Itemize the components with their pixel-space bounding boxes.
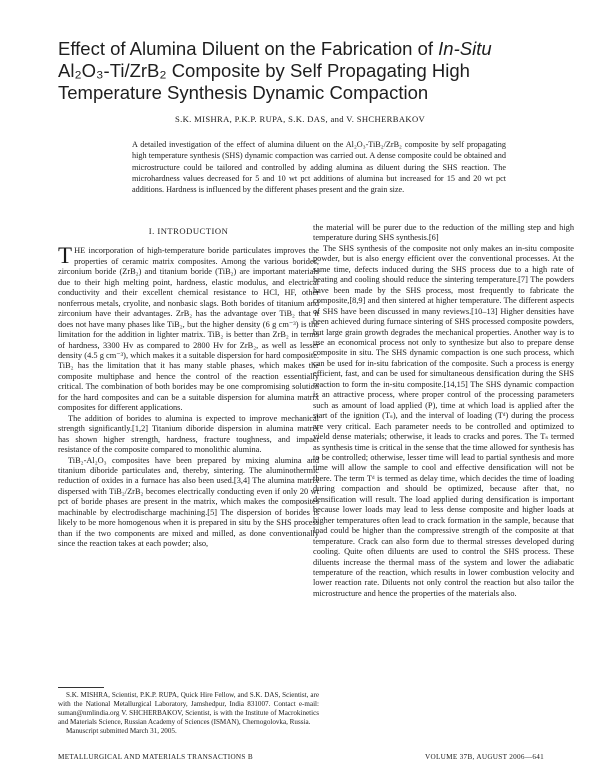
abstract: A detailed investigation of the effect of alumina diluent on the Al₂O₃-TiB₂/ZrB₂ composite by self propagating high temperature synthesis (SHS) dynamic compaction was carried out. A dense composite could be obtained and microstructure could be tailored and controlled by adding alumina as diluent during the SHS reaction. The microhardness values decreased for 5 and 10 wt pct additions of alumina but increased for 15 and 20 wt pct additions. Hardness is influenced by the different phases present and the grain size.	[132, 140, 506, 195]
title-line-1: Effect of Alumina Diluent on the Fabrication of	[58, 38, 439, 59]
title-line-2: Al₂O₃-Ti/ZrB₂ Composite by Self Propagating High	[58, 60, 470, 81]
title-line-3: Temperature Synthesis Dynamic Compaction	[58, 82, 429, 103]
manuscript-date: Manuscript submitted March 31, 2005.	[66, 727, 177, 735]
footnote-divider	[58, 687, 104, 688]
drop-cap: T	[58, 243, 73, 269]
intro-paragraph-1	[58, 243, 319, 413]
section-heading: I. INTRODUCTION	[148, 226, 229, 236]
volume-page-footer: VOLUME 37B, AUGUST 2006—641	[425, 753, 544, 761]
intro-paragraph-2: The addition of borides to alumina is expected to improve mechanical strength significantly.[1,2] Titanium diboride dispersion in alumina matrix has shown higher strength, hardness, fracture toughness, and impact resistance of the composite compared to monolithic alumina.	[58, 413, 319, 455]
intro-paragraph-1-text: HE incorporation of high-temperature boride particulates improves the properties of ceramic matrix composites. Among the various borides, zirconium boride (ZrB₂) and titanium boride (TiB₂) are important materials due to their high melting point, hardness, elastic modulus, and electrical conductivity and their excellent chemical resistance to HCl, HF, other nonferrous metals, cryolite, and nonbasic slags. Both borides of titanium and zirconium have their advantages. ZrB₂ has the advantage over TiB₂ that it does not have many phases like TiB₂, but the higher density (6 g cm⁻³) is the limitation for the addition in lighter matrix. TiB₂ is better than ZrB₂ in terms of hardness, 3300 Hv as compared to 2800 Hv for ZrB₂, as well as lesser density (4.5 g cm⁻³), which makes it a suitable dispersion for hard composite. TiB₂ has the limitation that it has many stable phases, which makes the composite multiphase and hence the control of the reaction essentially critical. The combination of both borides may be one compromising solution for the hard composites and can be a suitable dispersion for alumina matrix composites for different applications.	[58, 246, 319, 413]
affiliation-text: S.K. MISHRA, Scientist, P.K.P. RUPA, Quick Hire Fellow, and S.K. DAS, Scientist, are with the National Metallurgical Laboratory, Jamshedpur, India 831007. Contact e-mail: suman@nmlindia.org V. SHCHERBAKOV, Scientist, is with the Institute of Macrokinetics and Materials Science, Russian Academy of Sciences (ISMAN), Chernogolovka, Russia.	[58, 691, 319, 726]
paper-title	[58, 38, 528, 104]
author-list: S.K. MISHRA, P.K.P. RUPA, S.K. DAS, and V. SHCHERBAKOV	[174, 114, 426, 124]
right-paragraph-1: the material will be purer due to the reduction of the milling step and high temperature during SHS synthesis.[6]	[313, 223, 574, 243]
right-paragraph-2: The SHS synthesis of the composite not only makes an in-situ composite powder, but is also energy efficient over the conventional processes. At the same time, defects induced during the SHS process due to a high rate of heating and cooling should reduce the sintering temperature.[7] The powders have been made by the SHS process, most frequently to fabricate the composite,[8,9] and then sintered at higher temperature. The different aspects of SHS have been discussed in many reviews.[10–13] Higher densities have been achieved during furnace sintering of SHS processed composite powders, but large grain growth degrades the mechanical properties. Another way is to use an economical process not only to synthesize but also to prepare dense composite in situ. The SHS dynamic compaction is one such process, which can be used for in-situ fabrication of the composite. Such a process is energy efficient, fast, and can be used for simultaneous densification during the SHS reaction to form the in-situ composite.[14,15] The SHS dynamic compaction is an attractive process, where proper control of the processing parameters such as amount of load applied (P), time at which load is applied after the start of the ignition (Tₛ), and the interval of loading (Tᵈ) during the process are very critical. Each parameter needs to be controlled and optimized to yield dense materials; otherwise, it leads to cracks and pores. The Tₛ termed as synthesis time is critical in the sense that the time allowed for synthesis has to be controlled; otherwise, lesser time will lead to partial synthesis and more time will allow the sample to cool and effective densification will not be there. The term Tᵈ is termed as delay time, which decides the time of loading during compaction and should be optimized, because after that, no densification will result. The load applied during densification is important because lower loads may lead to less dense composite and higher loads at higher temperatures often lead to crack formation in the sample, because that load could be higher than the compressive strength of the composite at that temperature. Crack can also form due to thermal stresses developed during cooling. Quite often diluents are used to control the SHS process. These diluents increase the thermal mass of the system and lower the adiabatic temperature of the reaction, which results in lower combustion velocity and lower reaction rate. Diluents not only control the reaction but also tailor the microstructure and hence the properties of the materials also.	[313, 243, 574, 598]
affiliation-footnote	[58, 691, 319, 736]
intro-paragraph-3: TiB₂-Al₂O₃ composites have been prepared by mixing alumina and titanium diboride particulates and, thereby, sintering. The aluminothermic reduction of oxides in a furnace has also been used.[3,4] The alumina matrix dispersed with TiB₂/ZrB₂ becomes electrically conducting even if only 20 wt pct of boride phases are present in the matrix, which makes the composites machinable by electrodischarge machining.[5] The dispersion of borides is likely to be more homogenous when it is prepared in situ by the SHS process than if the two components are mixed and milled, as done conventionally since the reaction takes at each powder; also,	[58, 455, 319, 549]
journal-name-footer: METALLURGICAL AND MATERIALS TRANSACTIONS B	[58, 753, 253, 761]
left-column	[58, 226, 319, 550]
right-column	[313, 223, 574, 599]
title-italic: In-Situ	[438, 38, 492, 59]
